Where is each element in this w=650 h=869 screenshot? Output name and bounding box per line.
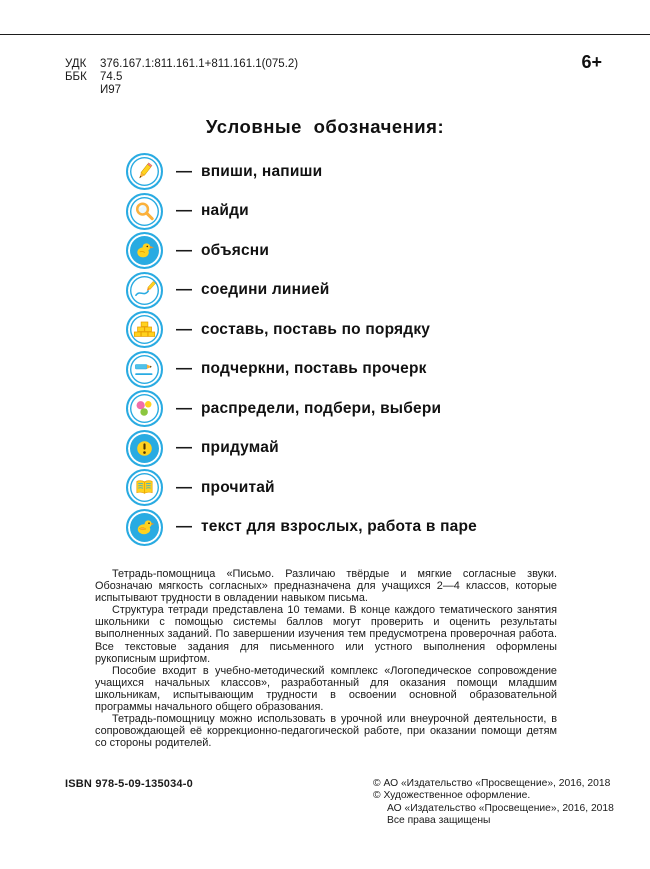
legend-label: впиши, напиши xyxy=(201,162,323,180)
bbk-value: 74.5 xyxy=(100,71,123,83)
legend-list xyxy=(126,152,477,547)
annotation-paragraph: Структура тетради представлена 10 темами. В конце каждого тематического занятия школьники с помощью системы баллов могут проверить и оценить результаты выполненных заданий. По завершении изучения тем предусмотрена проверочная работа. Все текстовые задания для письменного или устного выполнения оформлены рукописным шрифтом. xyxy=(95,604,557,665)
legend-label: найди xyxy=(201,202,249,220)
speaking-bird-icon xyxy=(126,232,163,269)
book-code: И97 xyxy=(100,84,122,96)
pair-bird-icon xyxy=(126,509,163,546)
copyright-line: © АО «Издательство «Просвещение», 2016, 2018 xyxy=(373,778,611,789)
legend-dash: — xyxy=(176,241,192,259)
legend-title: Условные обозначения: xyxy=(205,116,445,137)
blocks-icon xyxy=(126,311,163,348)
legend-label: прочитай xyxy=(201,478,275,496)
udk-label: УДК xyxy=(65,58,87,70)
colored-circles-icon xyxy=(126,390,163,427)
magnifier-icon xyxy=(126,193,163,230)
legend-dash: — xyxy=(176,478,192,496)
legend-label: текст для взрослых, работа в паре xyxy=(201,518,477,536)
exclamation-icon xyxy=(126,430,163,467)
legend-item xyxy=(126,429,477,469)
bbk-line xyxy=(65,71,298,84)
legend-item xyxy=(126,350,477,390)
annotation-paragraph: Тетрадь-помощница «Письмо. Различаю твёрдые и мягкие согласные звуки. Обозначаю мягкость согласных» предназначена для учащихся 2—4 классов, которые испытывают трудности в овладении навыком письма. xyxy=(95,568,557,605)
legend-item xyxy=(126,508,477,548)
legend-dash: — xyxy=(176,439,192,457)
annotation-block xyxy=(95,568,557,749)
pencil-icon xyxy=(126,153,163,190)
legend-dash: — xyxy=(176,399,192,417)
legend-item xyxy=(126,192,477,232)
copyright-line: © Художественное оформление. xyxy=(373,790,531,802)
legend-label: объясни xyxy=(201,241,270,259)
udk-value: 376.167.1:811.161.1+811.161.1(075.2) xyxy=(100,58,299,70)
legend-dash: — xyxy=(176,202,192,220)
open-book-icon xyxy=(126,469,163,506)
legend-item xyxy=(126,231,477,271)
udk-line xyxy=(65,58,298,71)
legend-item xyxy=(126,468,477,508)
legend-dash: — xyxy=(176,518,192,536)
legend-item xyxy=(126,310,477,350)
legend-label: придумай xyxy=(201,439,279,457)
legend-dash: — xyxy=(176,281,192,299)
legend-dash: — xyxy=(176,360,192,378)
underline-pencil-icon xyxy=(126,351,163,388)
bbk-label: ББК xyxy=(65,71,87,83)
legend-dash: — xyxy=(176,320,192,338)
legend-item xyxy=(126,271,477,311)
bibliographic-codes xyxy=(65,58,298,97)
legend-label: составь, поставь по порядку xyxy=(201,320,431,338)
legend-dash: — xyxy=(176,162,192,180)
legend-label: соедини линией xyxy=(201,281,330,299)
connect-line-pencil-icon xyxy=(126,272,163,309)
isbn: ISBN 978-5-09-135034-0 xyxy=(65,778,193,790)
copyright-block xyxy=(373,778,614,828)
top-rule xyxy=(0,34,650,35)
legend-item xyxy=(126,389,477,429)
annotation-paragraph: Тетрадь-помощницу можно использовать в урочной или внеурочной деятельности, в сопровождающей её коррекционно-педагогической работе, при оказании помощи детям со стороны родителей. xyxy=(95,713,557,750)
age-rating-badge: 6+ xyxy=(581,52,602,72)
copyright-line: АО «Издательство «Просвещение», 2016, 2018 xyxy=(387,802,614,814)
legend-label: подчеркни, поставь прочерк xyxy=(201,360,427,378)
annotation-paragraph: Пособие входит в учебно-методический комплекс «Логопедическое сопровождение учащихся начальных классов», разработанный для оказания помощи младшим школьникам, испытывающим трудности в освоении основной образовательной программы начального общего образования. xyxy=(95,664,557,714)
legend-label: распредели, подбери, выбери xyxy=(201,399,442,417)
legend-item xyxy=(126,152,477,192)
copyright-line: Все права защищены xyxy=(387,815,491,827)
